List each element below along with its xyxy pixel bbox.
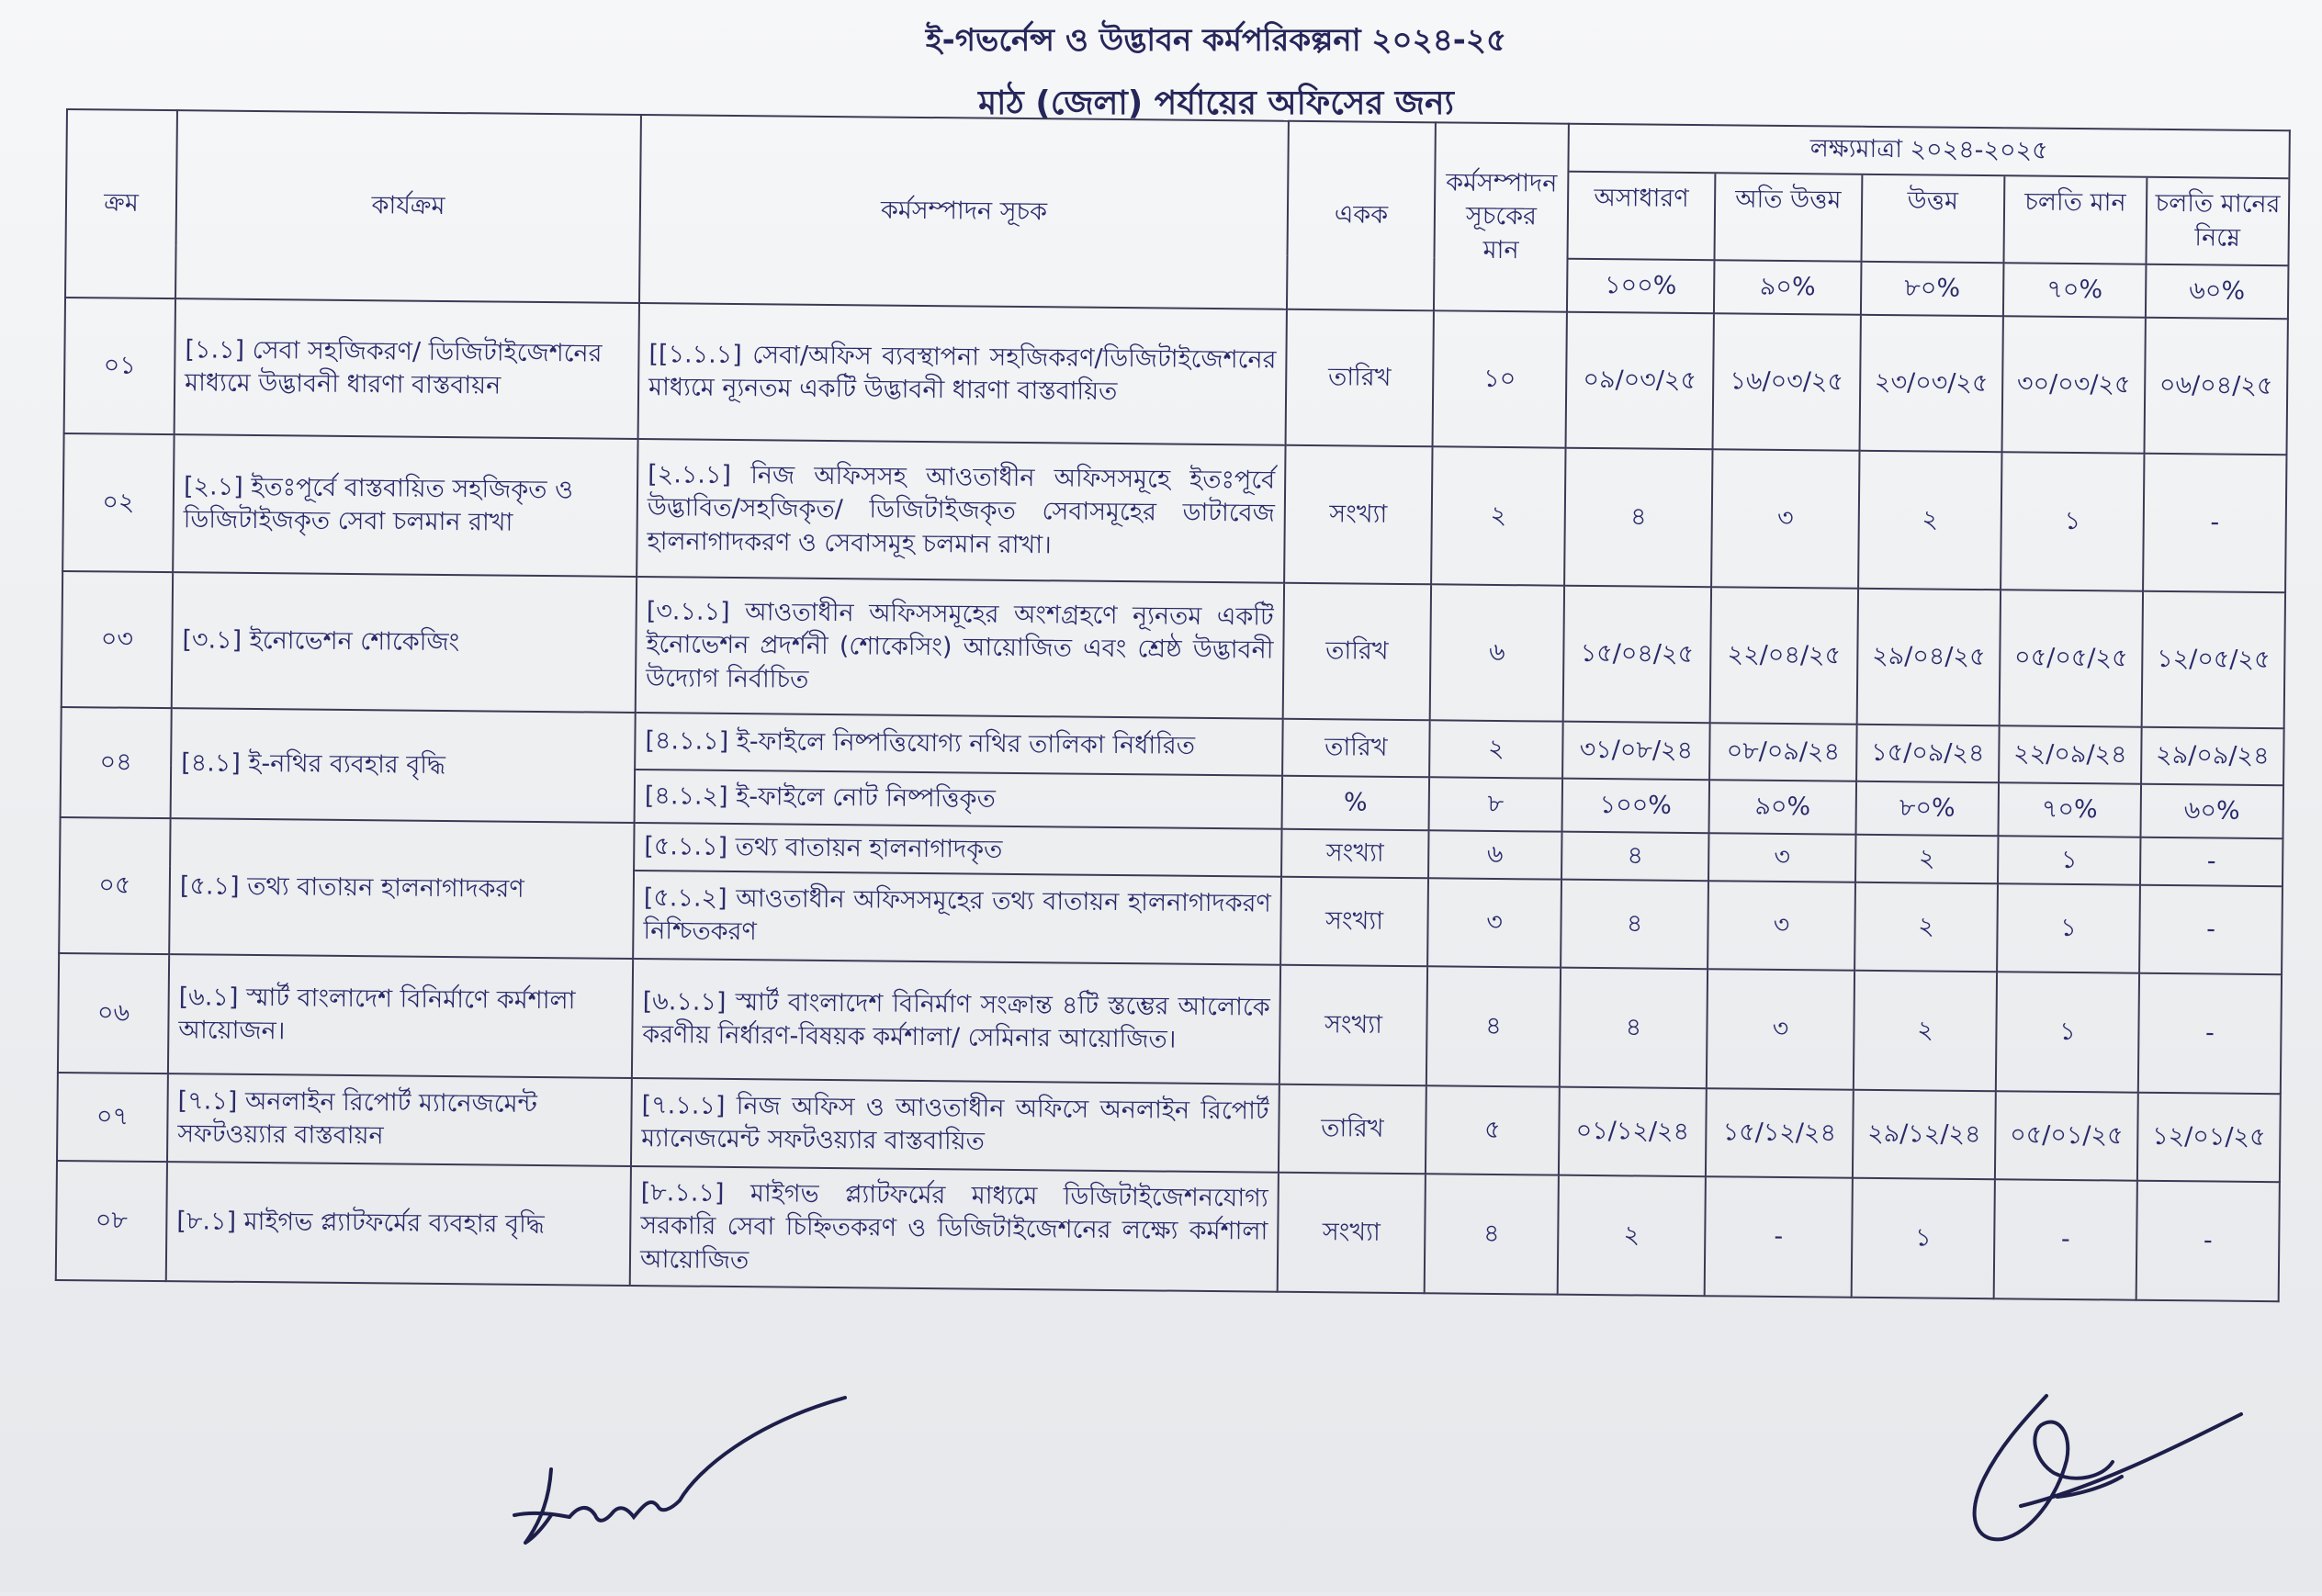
header-pct-excellent: ১০০% xyxy=(1567,259,1715,314)
signature-svg xyxy=(0,1359,2322,1592)
row-indicator: [৬.১.১] স্মার্ট বাংলাদেশ বিনির্মাণ সংক্রান্ত ৪টি স্তম্ভের আলোকে করণীয় নির্ধারণ-বিষয়ক কর্মশালা/ সেমিনার আয়োজিত। xyxy=(632,959,1280,1085)
row-fair: ২২/০৯/২৪ xyxy=(1999,726,2142,784)
document-title: ই-গভর্নেন্স ও উদ্ভাবন কর্মপরিকল্পনা ২০২৪-২৫ xyxy=(925,22,1507,59)
row-indicator: [৪.১.১] ই-ফাইলে নিষ্পত্তিযোগ্য নথির তালিকা নির্ধারিত xyxy=(635,713,1283,776)
row-activity: [১.১] সেবা সহজিকরণ/ ডিজিটাইজেশনের মাধ্যমে উদ্ভাবনী ধারণা বাস্তবায়ন xyxy=(175,298,639,439)
row-excellent: ০৯/০৩/২৫ xyxy=(1566,312,1714,450)
row-excellent: ৪ xyxy=(1560,968,1708,1089)
table-row xyxy=(62,571,2285,728)
header-serial: ক্রম xyxy=(65,109,177,298)
row-unit: তারিখ xyxy=(1283,583,1431,721)
row-fair: ০৫/০১/২৫ xyxy=(1995,1092,2138,1181)
row-serial: ০৮ xyxy=(56,1161,167,1281)
row-good: ১৫/০৯/২৪ xyxy=(1856,725,2000,782)
row-good: ২ xyxy=(1855,835,1998,883)
row-weight: ১০ xyxy=(1433,311,1567,448)
row-good: ৮০% xyxy=(1855,781,1999,836)
row-very-good: - xyxy=(1705,1176,1853,1298)
row-fair: ০৫/০৫/২৫ xyxy=(2000,590,2143,727)
row-very-good: ৩ xyxy=(1708,882,1855,972)
header-pct-very-good: ৯০% xyxy=(1714,261,1862,316)
row-unit: সংখ্যা xyxy=(1278,1173,1426,1294)
header-below-fair: চলতি মানের নিম্নে xyxy=(2155,189,2281,253)
row-fair: - xyxy=(1994,1180,2137,1300)
row-below-fair: ১২/০৫/২৫ xyxy=(2142,591,2285,728)
row-weight: ৪ xyxy=(1426,967,1561,1087)
row-activity: [৬.১] স্মার্ট বাংলাদেশ বিনির্মাণে কর্মশালা আয়োজন। xyxy=(168,954,633,1078)
row-indicator: [৫.১.২] আওতাধীন অফিসসমূহের তথ্য বাতায়ন হালনাগাদকরণ নিশ্চিতকরণ xyxy=(633,871,1281,965)
row-activity: [৫.১] তথ্য বাতায়ন হালনাগাদকরণ xyxy=(169,818,634,959)
row-excellent: ১০০% xyxy=(1562,779,1710,834)
row-below-fair: - xyxy=(2140,837,2283,886)
row-activity: [৪.১] ই-নথির ব্যবহার বৃদ্ধি xyxy=(171,708,636,823)
row-good: ২ xyxy=(1858,451,2001,590)
row-unit: % xyxy=(1282,776,1430,831)
row-weight: ২ xyxy=(1429,721,1563,779)
row-fair: ৭০% xyxy=(1998,783,2141,837)
row-below-fair: ০৬/০৪/২৫ xyxy=(2144,318,2287,455)
row-activity: [৭.১] অনলাইন রিপোর্ট ম্যানেজমেন্ট সফটওয়্যার বাস্তবায়ন xyxy=(167,1073,632,1166)
header-activity: কার্যক্রম xyxy=(175,110,641,303)
row-serial: ০৪ xyxy=(61,707,172,818)
header-indicator: কর্মসম্পাদন সূচক xyxy=(639,115,1289,309)
row-fair: ১ xyxy=(1996,972,2139,1093)
table-row xyxy=(64,298,2288,455)
row-weight: ৮ xyxy=(1429,778,1563,832)
row-serial: ০৫ xyxy=(59,817,170,954)
header-target-levels xyxy=(1569,171,2289,264)
row-good: ২৩/০৩/২৫ xyxy=(1860,315,2003,452)
row-weight: ৫ xyxy=(1426,1086,1560,1175)
row-indicator: [৮.১.১] মাইগভ প্ল্যাটফর্মের মাধ্যমে ডিজিটাইজেশনযোগ্য সরকারি সেবা চিহ্নিতকরণ ও ডিজিটাইজেশনের লক্ষ্যে কর্মশালা আয়োজিত xyxy=(630,1166,1279,1292)
row-very-good: ১৬/০৩/২৫ xyxy=(1713,314,1861,452)
row-weight: ৩ xyxy=(1427,879,1561,968)
document-subtitle: মাঠ (জেলা) পর্যায়ের অফিসের জন্য xyxy=(978,84,1454,122)
table-row xyxy=(62,433,2286,592)
row-weight: ৪ xyxy=(1425,1175,1559,1295)
header-fair: চলতি মান xyxy=(2004,177,2147,264)
row-good: ১ xyxy=(1852,1178,1995,1298)
signature-area xyxy=(0,1359,2322,1592)
row-fair: ১ xyxy=(1998,837,2140,885)
row-below-fair: ৬০% xyxy=(2140,784,2283,838)
row-excellent: ২ xyxy=(1558,1175,1706,1297)
row-indicator: [৩.১.১] আওতাধীন অফিসসমূহের অংশগ্রহণে ন্যূনতম একটি ইনোভেশন প্রদর্শনী (শোকেসিং) আয়োজিত এবং শ্রেষ্ঠ উদ্ভাবনী উদ্যোগ নির্বাচিত xyxy=(636,577,1284,719)
table-row xyxy=(56,1161,2280,1301)
header-weight: কর্মসম্পাদন সূচকের মান xyxy=(1434,122,1569,312)
row-good: ২৯/১২/২৪ xyxy=(1853,1090,1996,1179)
row-good: ২৯/০৪/২৫ xyxy=(1857,589,2001,725)
row-very-good: ৩ xyxy=(1711,450,1859,590)
header-pct-fair: ৭০% xyxy=(2003,264,2147,318)
row-very-good: ৩ xyxy=(1708,834,1855,883)
row-fair: ৩০/০৩/২৫ xyxy=(2002,317,2146,454)
row-indicator: [৪.১.২] ই-ফাইলে নোট নিষ্পত্তিকৃত xyxy=(635,770,1283,829)
row-weight: ৬ xyxy=(1430,585,1564,722)
row-below-fair: - xyxy=(2138,973,2282,1094)
row-very-good: ৩ xyxy=(1707,970,1854,1091)
row-excellent: ৪ xyxy=(1564,448,1712,588)
row-serial: ০২ xyxy=(62,433,174,572)
row-below-fair: - xyxy=(2136,1181,2280,1301)
header-very-good: অতি উত্তম xyxy=(1715,174,1863,261)
row-good: ২ xyxy=(1854,971,1997,1091)
signature-left xyxy=(514,1398,845,1543)
row-very-good: ২২/০৪/২৫ xyxy=(1710,588,1858,725)
header-unit: একক xyxy=(1287,121,1436,311)
row-indicator: [৫.১.১] তথ্য বাতায়ন হালনাগাদকৃত xyxy=(634,823,1281,877)
row-unit: তারিখ xyxy=(1286,309,1434,447)
signature-right xyxy=(1975,1396,2241,1539)
row-serial: ০১ xyxy=(64,298,175,434)
header-target-group xyxy=(1568,124,2290,266)
header-target-title: লক্ষ্যমাত্রা ২০২৪-২০২৫ xyxy=(1809,134,2048,165)
header-pct-good: ৮০% xyxy=(1861,262,2004,316)
row-activity: [৮.১] মাইগভ প্ল্যাটফর্মের ব্যবহার বৃদ্ধি xyxy=(166,1162,631,1286)
row-below-fair: ২৯/০৯/২৪ xyxy=(2141,727,2284,785)
row-serial: ০৩ xyxy=(62,571,173,708)
row-unit: সংখ্যা xyxy=(1281,829,1428,879)
header-excellent: অসাধারণ xyxy=(1569,173,1717,259)
row-unit: তারিখ xyxy=(1282,719,1430,778)
row-excellent: ৩১/০৮/২৪ xyxy=(1562,722,1710,781)
row-indicator: [৭.১.১] নিজ অফিস ও আওতাধীন অফিসে অনলাইন রিপোর্ট ম্যানেজমেন্ট সফটওয়্যার বাস্তবায়িত xyxy=(631,1078,1279,1173)
kpi-table xyxy=(55,108,2291,1303)
row-excellent: ৪ xyxy=(1561,832,1708,882)
row-excellent: ৪ xyxy=(1561,880,1708,970)
row-good: ২ xyxy=(1854,882,1998,972)
row-weight: ৬ xyxy=(1428,831,1561,880)
row-indicator: [[১.১.১] সেবা/অফিস ব্যবস্থাপনা সহজিকরণ/ডিজিটাইজেশনের মাধ্যমে ন্যূনতম একটি উদ্ভাবনী ধারণা বাস্তবায়িত xyxy=(638,303,1287,445)
row-serial: ০৬ xyxy=(58,953,169,1073)
header-good: উত্তম xyxy=(1862,175,2005,262)
row-below-fair: - xyxy=(2143,454,2286,592)
row-excellent: ১৫/০৪/২৫ xyxy=(1563,586,1711,724)
row-serial: ০৭ xyxy=(57,1073,168,1162)
row-very-good: ০৮/০৯/২৪ xyxy=(1709,724,1857,782)
row-unit: সংখ্যা xyxy=(1284,445,1432,585)
row-very-good: ১৫/১২/২৪ xyxy=(1706,1089,1854,1179)
header-pct-below-fair: ৬০% xyxy=(2146,264,2289,319)
row-unit: তারিখ xyxy=(1279,1085,1426,1175)
row-below-fair: ১২/০১/২৫ xyxy=(2137,1093,2281,1182)
row-fair: ১ xyxy=(1997,884,2140,973)
row-fair: ১ xyxy=(2001,453,2144,591)
row-weight: ২ xyxy=(1431,447,1565,586)
row-unit: সংখ্যা xyxy=(1279,965,1427,1086)
row-very-good: ৯০% xyxy=(1709,781,1857,836)
row-activity: [৩.১] ইনোভেশন শোকেজিং xyxy=(172,572,637,713)
row-indicator: [২.১.১] নিজ অফিসসহ আওতাধীন অফিসসমূহে ইতঃপূর্বে উদ্ভাবিত/সহজিকৃত/ ডিজিটাইজকৃত সেবাসমূহের ডাটাবেজ হালনাগাদকরণ ও সেবাসমূহ চলমান রাখা। xyxy=(637,439,1285,583)
row-unit: সংখ্যা xyxy=(1280,877,1428,967)
row-below-fair: - xyxy=(2139,885,2283,974)
row-activity: [২.১] ইতঃপূর্বে বাস্তবায়িত সহজিকৃত ও ডিজিটাইজকৃত সেবা চলমান রাখা xyxy=(173,434,637,577)
row-excellent: ০১/১২/২৪ xyxy=(1559,1087,1707,1177)
table-row xyxy=(58,953,2282,1094)
